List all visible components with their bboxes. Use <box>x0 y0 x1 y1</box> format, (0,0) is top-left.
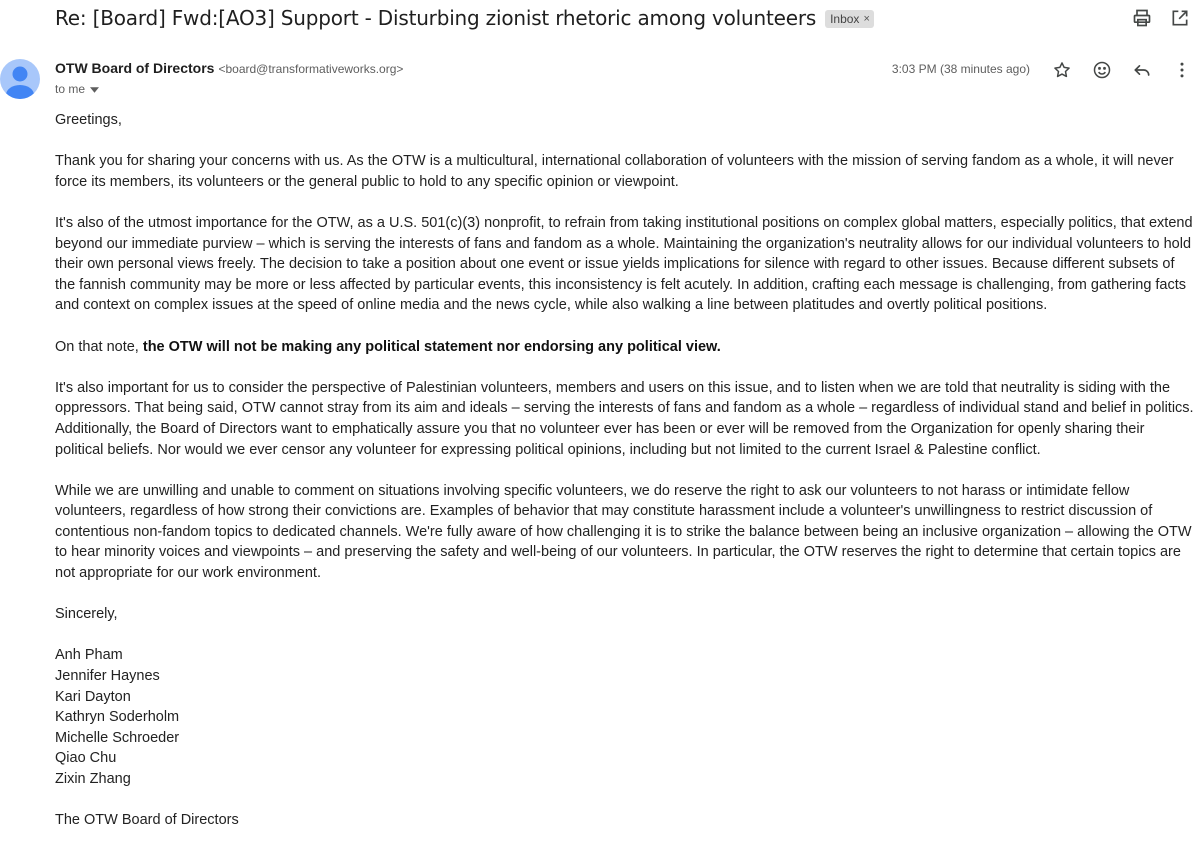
reply-icon[interactable] <box>1130 58 1154 82</box>
star-icon[interactable] <box>1050 58 1074 82</box>
signatory: Jennifer Haynes <box>55 668 160 685</box>
open-in-new-window-icon[interactable] <box>1168 6 1192 30</box>
recipient-details-toggle[interactable] <box>55 82 99 96</box>
inbox-label-badge[interactable] <box>825 10 874 28</box>
closing: Sincerely, <box>55 606 118 623</box>
paragraph-5: While we are unwilling and unable to comment on situations involving specific volunteers, we do reserve the right to ask our volunteers to not harass or intimidate fellow volunteers, regardless of how strong their convictions are. Examples of behavior that may constitute harassment include a volunteer's unwillingness to restrict discussion of contentious non-fandom topics to dedicated channels. We're fully aware of how challenging it is to strike the balance between being an inclusive organization – allowing the OTW to hear minority voices and viewpoints – and preserving the safety and well-being of our volunteers. In particular, the OTW reserves the right to determine that certain topics are not appropriate for our work environment. <box>55 482 1192 582</box>
caret-down-icon[interactable] <box>90 82 99 96</box>
paragraph-3 <box>55 337 1195 358</box>
paragraph-1: Thank you for sharing your concerns with us. As the OTW is a multicultural, international collaboration of volunteers with the mission of serving fandom as a whole, it will never force its members, its volunteers or the general public to hold to any specific opinion or viewpoint. <box>55 153 1174 190</box>
email-body <box>55 110 1195 851</box>
signatory: Michelle Schroeder <box>55 729 180 746</box>
paragraph-3-emphasis: the OTW will not be making any political statement nor endorsing any political view. <box>142 338 721 355</box>
inbox-label-text: Inbox <box>830 11 860 26</box>
printer-icon[interactable] <box>1130 6 1154 30</box>
message-actions <box>1050 58 1194 82</box>
paragraph-4: It's also important for us to consider the perspective of Palestinian volunteers, members and users on this issue, and to listen when we are told that neutrality is siding with the oppressors. That being said, OTW cannot stray from its aim and ideals – serving the interests of fans and fandom as a whole – regardless of individual stand and belief in politics. Additionally, the Board of Directors want to emphatically assure you that no volunteer ever has been or ever will be removed from the Organization for openly sharing their political beliefs. Nor would we ever censor any volunteer for expressing political opinions, including but not limited to the current Israel & Palestine conflict. <box>55 379 1194 458</box>
recipient-text: to me <box>55 82 86 96</box>
sender-info <box>55 60 403 76</box>
paragraph-3-prefix: On that note, <box>55 338 143 355</box>
signatory: Zixin Zhang <box>55 771 131 787</box>
email-subject: Re: [Board] Fwd:[AO3] Support - Disturbing zionist rhetoric among volunteers <box>55 6 817 30</box>
signoff: The OTW Board of Directors <box>55 812 239 829</box>
signatory: Anh Pham <box>55 647 123 664</box>
signatory: Kari Dayton <box>55 688 131 705</box>
signatory: Qiao Chu <box>55 750 117 767</box>
greeting: Greetings, <box>55 112 122 128</box>
sender-email: <board@transformativeworks.org> <box>218 62 404 76</box>
more-vertical-icon[interactable] <box>1170 58 1194 82</box>
remove-label-button[interactable]: × <box>863 12 870 25</box>
emoji-react-icon[interactable] <box>1090 58 1114 82</box>
sender-name[interactable]: OTW Board of Directors <box>55 60 215 76</box>
signatory: Kathryn Soderholm <box>55 709 180 726</box>
subject-row <box>55 4 1200 32</box>
email-timestamp: 3:03 PM (38 minutes ago) <box>891 62 1030 76</box>
paragraph-2: It's also of the utmost importance for the OTW, as a U.S. 501(c)(3) nonprofit, to refrain from taking institutional positions on complex global matters, especially politics, that extend beyond our immediate purview – which is serving the interests of fans and fandom as a whole. Maintaining the organization's neutrality allows for our individual volunteers to hold their own personal views freely. The decision to take a position about one event or issue yields implications for silence with regard to other issues. Because different subsets of the fannish community may be more or less affected by particular events, this inconsistency is felt acutely. In addition, crafting each message is challenging, from gathering facts and context on complex issues at the speed of online media and the news cycle, while also walking a line between platitudes and overtly political positions. <box>55 214 1193 314</box>
thread-actions <box>1130 6 1192 30</box>
default-avatar-icon <box>0 59 40 99</box>
